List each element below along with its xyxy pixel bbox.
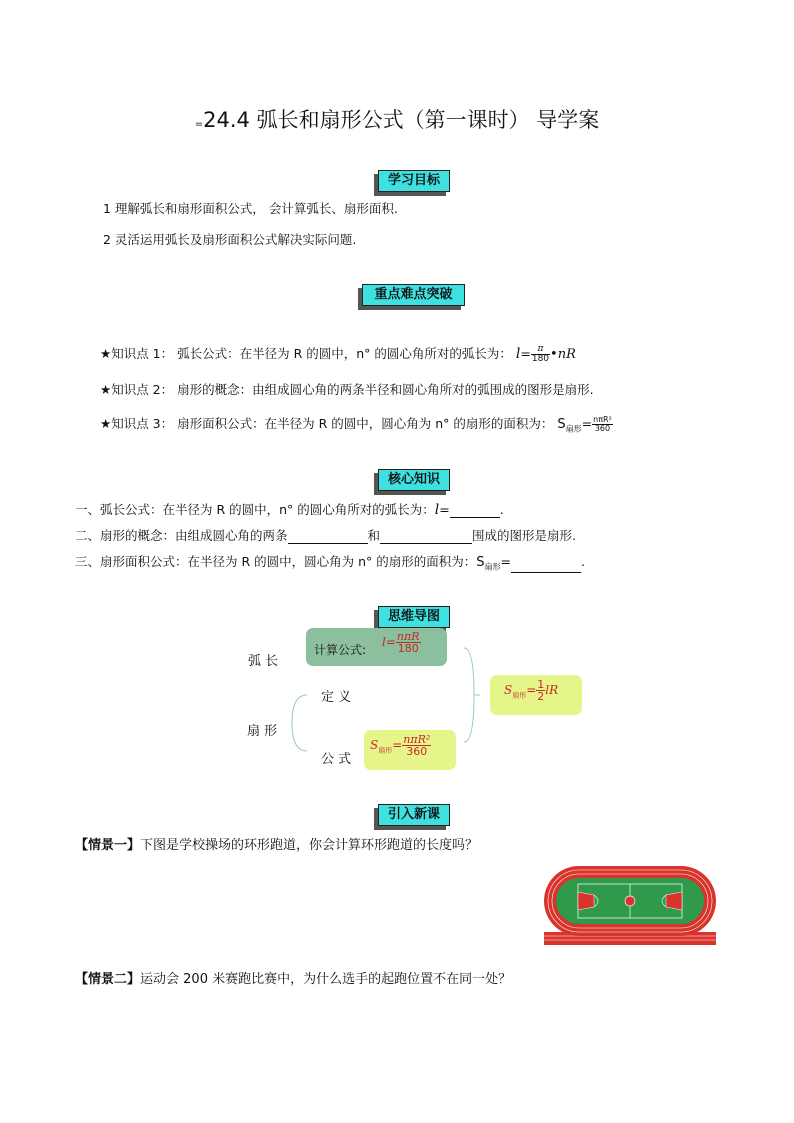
section-intro: 引入新课 — [378, 804, 450, 826]
kp3-formula-eq: = — [581, 416, 593, 431]
arc-den: 180 — [397, 642, 419, 655]
knowledge-point-2 — [100, 380, 594, 398]
kp3-label: ★知识点 3： — [100, 416, 174, 431]
scene1-tag: 【情景一】 — [75, 838, 141, 853]
area-den: 360 — [406, 745, 428, 758]
core-item-1 — [75, 500, 504, 518]
area-formula-s: S — [370, 738, 379, 752]
core1-eq: = — [439, 502, 450, 517]
kp3-formula-fraction — [592, 416, 613, 433]
core3-eq: = — [500, 554, 512, 569]
area-formula-sub: 扇形 — [378, 746, 393, 755]
section-goals: 学习目标 — [378, 170, 450, 192]
core2-a: 二、扇形的概念：由组成圆心角的两条 — [75, 528, 288, 543]
core2-b: 和 — [367, 528, 381, 543]
area-formula-eq: = — [392, 738, 403, 752]
kp3-num: nπR² — [593, 415, 612, 424]
alt-formula-eq: = — [526, 683, 537, 697]
core-item-3 — [75, 552, 585, 573]
core3-text: 三、扇形面积公式：在半径为 R 的圆中，圆心角为 n° 的扇形的面积为： — [75, 554, 477, 569]
scene2-text: 运动会 200 米赛跑比赛中，为什么选手的起跑位置不在同一处？ — [140, 972, 512, 987]
kp3-den: 360 — [594, 424, 611, 433]
kp1-num: π — [531, 345, 550, 355]
scene-2 — [75, 968, 511, 987]
mindmap-arc: 弧 长 — [248, 654, 279, 669]
kp2-label: ★知识点 2： — [100, 382, 174, 397]
scene-1 — [75, 834, 478, 853]
mindmap-sector: 扇 形 — [247, 724, 278, 739]
formula-brace — [464, 648, 474, 742]
kp3-formula-s: S — [557, 417, 566, 432]
area-formula-box — [364, 730, 456, 770]
core1-l: l — [434, 502, 440, 518]
section-key-points: 重点难点突破 — [362, 284, 465, 306]
section-mindmap: 思维导图 — [378, 606, 450, 628]
area-num: nπR² — [403, 733, 431, 746]
goal-item: 2 灵活运用弧长及扇形面积公式解决实际问题. — [103, 232, 357, 247]
core3-s: S — [476, 555, 485, 570]
arc-formula-box — [306, 628, 447, 666]
kp1-formula-tail: •nR — [550, 347, 576, 362]
core2-blank-1[interactable] — [288, 531, 368, 544]
arc-formula — [382, 631, 421, 654]
running-track-image — [544, 864, 716, 946]
core1-blank[interactable] — [450, 505, 500, 518]
arc-formula-eq: = — [385, 635, 396, 649]
sector-brace — [292, 695, 307, 751]
title-text: 24.4 弧长和扇形公式（第一课时） 导学案 — [203, 108, 600, 132]
kp1-formula-eq: = — [520, 346, 531, 361]
alt-formula-tail: lR — [545, 683, 559, 697]
scene2-tag: 【情景二】 — [75, 972, 141, 987]
mindmap-formula: 公 式 — [321, 752, 352, 767]
goal-item: 1 理解弧长和扇形面积公式， 会计算弧长、扇形面积. — [103, 201, 398, 216]
alt-den: 2 — [537, 690, 545, 703]
arc-formula-l: l — [382, 635, 386, 649]
core1-text: 一、弧长公式：在半径为 R 的圆中，n° 的圆心角所对的弧长为： — [75, 502, 435, 517]
alt-area-formula — [504, 679, 558, 702]
kp1-formula-l: l — [515, 346, 521, 362]
title-prefix: = — [194, 119, 204, 130]
core3-sub: 扇形 — [484, 562, 501, 572]
knowledge-point-1 — [100, 344, 576, 364]
arc-num: nπR — [396, 630, 420, 643]
area-formula-fraction — [402, 734, 431, 757]
kp3-formula-sub: 扇形 — [565, 424, 582, 434]
kp1-den: 180 — [531, 354, 550, 364]
alt-formula-fraction — [536, 679, 545, 702]
knowledge-point-3 — [100, 414, 613, 435]
core3-blank[interactable] — [511, 560, 581, 573]
core2-blank-2[interactable] — [380, 531, 472, 544]
core3-end: . — [581, 554, 585, 569]
kp1-formula-fraction — [531, 345, 550, 364]
alt-num: 1 — [537, 678, 545, 691]
calc-label: 计算公式: — [314, 643, 367, 657]
alt-area-formula-box — [490, 675, 582, 715]
area-formula — [370, 734, 431, 757]
core-item-2 — [75, 526, 576, 544]
alt-formula-sub: 扇形 — [512, 691, 527, 700]
section-core: 核心知识 — [378, 469, 450, 491]
kp1-text: 弧长公式：在半径为 R 的圆中，n° 的圆心角所对的弧长为： — [177, 346, 512, 361]
alt-formula-s: S — [504, 683, 513, 697]
page-title — [0, 104, 794, 134]
kp2-text: 扇形的概念：由组成圆心角的两条半径和圆心角所对的弧围成的图形是扇形. — [177, 382, 594, 397]
scene1-text: 下图是学校操场的环形跑道，你会计算环形跑道的长度吗？ — [140, 838, 479, 853]
kp3-text: 扇形面积公式：在半径为 R 的圆中，圆心角为 n° 的扇形的面积为： — [177, 416, 554, 431]
mindmap-definition: 定 义 — [321, 690, 352, 705]
core2-c: 围成的图形是扇形. — [472, 528, 577, 543]
core1-end: . — [499, 502, 504, 517]
arc-formula-fraction — [396, 631, 421, 654]
kp1-label: ★知识点 1： — [100, 346, 174, 361]
